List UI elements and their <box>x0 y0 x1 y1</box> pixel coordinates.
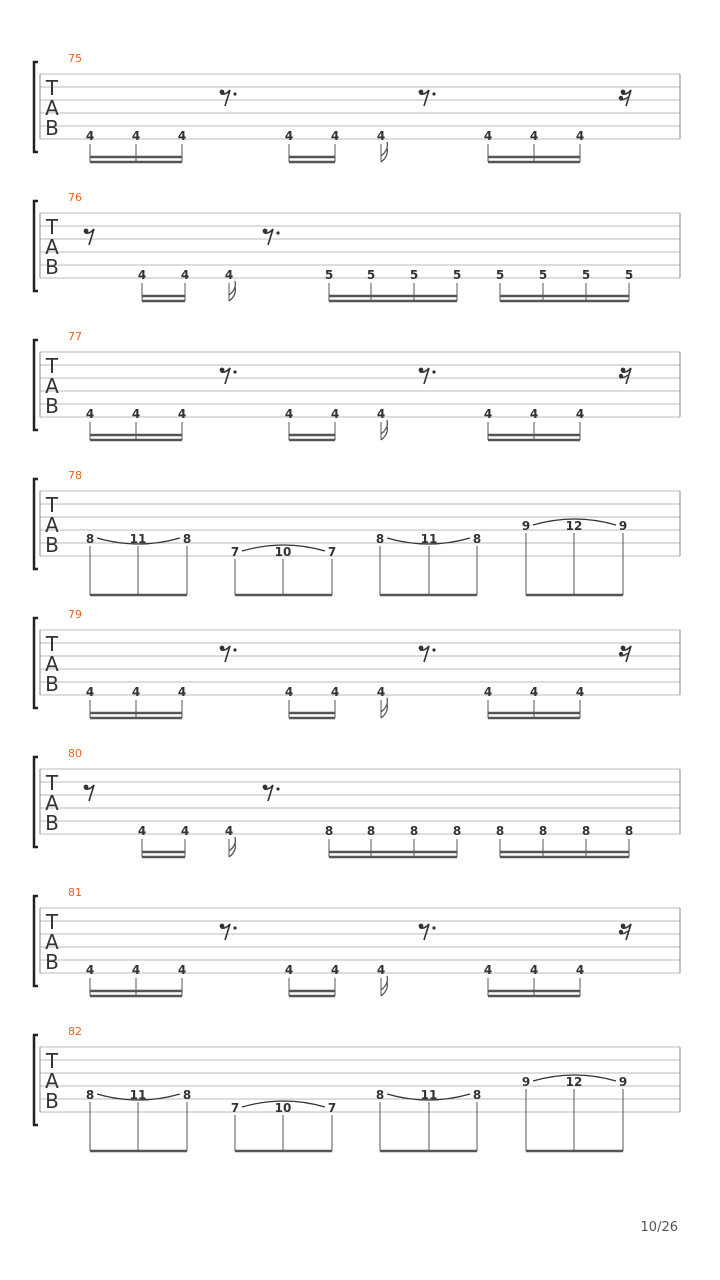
fret-number: 5 <box>581 268 591 282</box>
tab-system-81 <box>34 886 680 996</box>
fret-number: 4 <box>284 129 294 143</box>
fret-number: 4 <box>131 407 141 421</box>
fret-number: 4 <box>85 407 95 421</box>
tab-clef-letter: T <box>45 1049 59 1073</box>
rest-symbol-dot <box>432 926 435 929</box>
rest-symbol-dot <box>276 231 279 234</box>
tab-clef-letter: B <box>45 950 59 974</box>
fret-number: 5 <box>538 268 548 282</box>
fret-number: 4 <box>284 963 294 977</box>
fret-number: 5 <box>495 268 505 282</box>
fret-number: 9 <box>521 519 531 533</box>
fret-number: 5 <box>452 268 462 282</box>
fret-number: 4 <box>575 685 585 699</box>
tab-clef-letter: B <box>45 394 59 418</box>
fret-number: 4 <box>575 963 585 977</box>
fret-number: 4 <box>177 963 187 977</box>
fret-number: 12 <box>565 1075 583 1089</box>
tab-clef-letter: T <box>45 771 59 795</box>
tab-system-76 <box>34 191 680 301</box>
fret-number: 4 <box>529 963 539 977</box>
fret-number: 4 <box>483 407 493 421</box>
system-bracket <box>34 896 38 986</box>
fret-number: 4 <box>131 129 141 143</box>
fret-number: 5 <box>366 268 376 282</box>
tab-clef-letter: B <box>45 116 59 140</box>
rest-symbol-dot <box>276 787 279 790</box>
fret-number: 4 <box>376 963 386 977</box>
system-bracket <box>34 340 38 430</box>
fret-number: 4 <box>85 963 95 977</box>
fret-number: 8 <box>452 824 462 838</box>
tab-clef-letter: B <box>45 533 59 557</box>
fret-number: 4 <box>330 407 340 421</box>
fret-number: 8 <box>85 532 95 546</box>
fret-number: 4 <box>180 268 190 282</box>
measure-number: 75 <box>68 52 82 65</box>
fret-number: 4 <box>529 685 539 699</box>
fret-number: 7 <box>230 1101 240 1115</box>
tab-clef-letter: A <box>45 374 59 398</box>
fret-number: 4 <box>180 824 190 838</box>
fret-number: 8 <box>182 1088 192 1102</box>
fret-number: 4 <box>483 685 493 699</box>
tab-clef-letter: B <box>45 1089 59 1113</box>
fret-number: 7 <box>327 1101 337 1115</box>
fret-number: 4 <box>376 407 386 421</box>
fret-number: 4 <box>131 963 141 977</box>
fret-number: 5 <box>409 268 419 282</box>
fret-number: 11 <box>420 532 438 546</box>
fret-number: 8 <box>324 824 334 838</box>
fret-number: 8 <box>366 824 376 838</box>
tab-clef-letter: A <box>45 930 59 954</box>
fret-number: 10 <box>274 1101 292 1115</box>
fret-number: 9 <box>618 519 628 533</box>
measure-number: 78 <box>68 469 82 482</box>
page-number: 10/26 <box>640 1220 678 1235</box>
system-bracket <box>34 1035 38 1125</box>
system-bracket <box>34 62 38 152</box>
fret-number: 7 <box>230 545 240 559</box>
system-bracket <box>34 757 38 847</box>
fret-number: 10 <box>274 545 292 559</box>
rest-symbol-dot <box>432 648 435 651</box>
fret-number: 4 <box>284 685 294 699</box>
fret-number: 4 <box>137 824 147 838</box>
fret-number: 5 <box>624 268 634 282</box>
fret-number: 4 <box>177 407 187 421</box>
tab-system-80 <box>34 747 680 857</box>
fret-number: 9 <box>521 1075 531 1089</box>
fret-number: 9 <box>618 1075 628 1089</box>
rest-symbol-dot <box>233 370 236 373</box>
fret-number: 4 <box>376 129 386 143</box>
tab-system-79 <box>34 608 680 718</box>
tab-clef-letter: B <box>45 811 59 835</box>
fret-number: 8 <box>182 532 192 546</box>
system-bracket <box>34 479 38 569</box>
fret-number: 4 <box>330 129 340 143</box>
fret-number: 4 <box>376 685 386 699</box>
system-bracket <box>34 201 38 291</box>
rest-symbol-dot <box>432 92 435 95</box>
fret-number: 8 <box>472 1088 482 1102</box>
tab-clef-letter: A <box>45 235 59 259</box>
measure-number: 82 <box>68 1025 82 1038</box>
tab-clef-letter: T <box>45 910 59 934</box>
fret-number: 4 <box>330 685 340 699</box>
fret-number: 4 <box>575 407 585 421</box>
fret-number: 4 <box>85 685 95 699</box>
rest-symbol-dot <box>233 92 236 95</box>
fret-number: 12 <box>565 519 583 533</box>
tab-system-78 <box>34 469 680 595</box>
fret-number: 4 <box>529 129 539 143</box>
measure-number: 80 <box>68 747 82 760</box>
fret-number: 8 <box>375 1088 385 1102</box>
tab-clef-letter: T <box>45 632 59 656</box>
fret-number: 4 <box>224 824 234 838</box>
fret-number: 4 <box>483 963 493 977</box>
fret-number: 4 <box>529 407 539 421</box>
measure-number: 76 <box>68 191 82 204</box>
fret-number: 4 <box>483 129 493 143</box>
tab-system-82 <box>34 1025 680 1151</box>
tab-clef-letter: B <box>45 255 59 279</box>
fret-number: 11 <box>129 1088 147 1102</box>
fret-number: 4 <box>284 407 294 421</box>
tab-clef-letter: A <box>45 96 59 120</box>
fret-number: 4 <box>177 129 187 143</box>
fret-number: 8 <box>581 824 591 838</box>
fret-number: 8 <box>85 1088 95 1102</box>
tab-clef-letter: T <box>45 493 59 517</box>
fret-number: 8 <box>472 532 482 546</box>
tab-system-75 <box>34 52 680 162</box>
measure-number: 77 <box>68 330 82 343</box>
fret-number: 11 <box>129 532 147 546</box>
fret-number: 4 <box>575 129 585 143</box>
system-bracket <box>34 618 38 708</box>
rest-symbol-dot <box>233 926 236 929</box>
rest-symbol-dot <box>233 648 236 651</box>
fret-number: 8 <box>409 824 419 838</box>
tab-clef-letter: B <box>45 672 59 696</box>
tab-clef-letter: A <box>45 652 59 676</box>
tab-clef-letter: A <box>45 1069 59 1093</box>
fret-number: 4 <box>85 129 95 143</box>
tab-clef-letter: T <box>45 76 59 100</box>
tab-clef-letter: A <box>45 513 59 537</box>
fret-number: 5 <box>324 268 334 282</box>
tab-clef-letter: T <box>45 354 59 378</box>
fret-number: 7 <box>327 545 337 559</box>
fret-number: 8 <box>375 532 385 546</box>
fret-number: 8 <box>538 824 548 838</box>
fret-number: 8 <box>495 824 505 838</box>
tab-clef-letter: T <box>45 215 59 239</box>
fret-number: 4 <box>224 268 234 282</box>
measure-number: 81 <box>68 886 82 899</box>
fret-number: 11 <box>420 1088 438 1102</box>
measure-number: 79 <box>68 608 82 621</box>
fret-number: 4 <box>131 685 141 699</box>
fret-number: 4 <box>177 685 187 699</box>
fret-number: 4 <box>330 963 340 977</box>
fret-number: 8 <box>624 824 634 838</box>
tab-system-77 <box>34 330 680 440</box>
tab-clef-letter: A <box>45 791 59 815</box>
rest-symbol-dot <box>432 370 435 373</box>
fret-number: 4 <box>137 268 147 282</box>
